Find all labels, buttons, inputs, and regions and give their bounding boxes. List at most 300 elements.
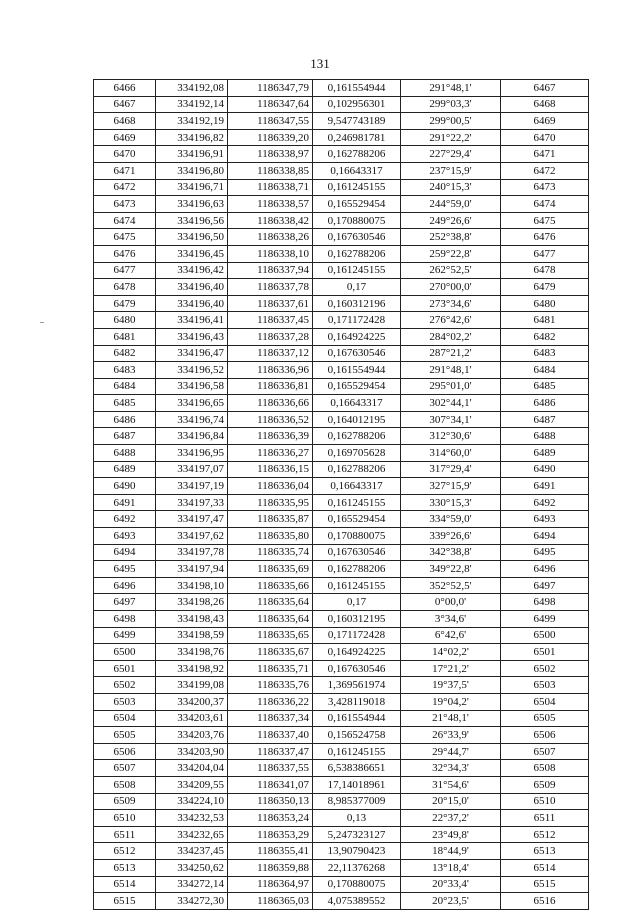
point-number-cell: 6507 (94, 760, 156, 777)
next-point-cell: 6492 (501, 494, 589, 511)
y-coordinate-cell: 1186339,20 (228, 129, 313, 146)
point-number-cell: 6500 (94, 644, 156, 661)
direction-angle-cell: 327°15,9' (401, 478, 501, 495)
y-coordinate-cell: 1186335,64 (228, 611, 313, 628)
point-number-cell: 6480 (94, 312, 156, 329)
distance-cell: 13,90790423 (313, 843, 401, 860)
direction-angle-cell: 17°21,2' (401, 660, 501, 677)
direction-angle-cell: 291°22,2' (401, 129, 501, 146)
direction-angle-cell: 244°59,0' (401, 196, 501, 213)
direction-angle-cell: 314°60,0' (401, 445, 501, 462)
point-number-cell: 6474 (94, 212, 156, 229)
next-point-cell: 6474 (501, 196, 589, 213)
y-coordinate-cell: 1186337,34 (228, 710, 313, 727)
point-number-cell: 6495 (94, 561, 156, 578)
direction-angle-cell: 20°15,0' (401, 793, 501, 810)
distance-cell: 0,162788206 (313, 461, 401, 478)
distance-cell: 0,170880075 (313, 876, 401, 893)
y-coordinate-cell: 1186335,87 (228, 511, 313, 528)
next-point-cell: 6469 (501, 113, 589, 130)
y-coordinate-cell: 1186337,94 (228, 262, 313, 279)
y-coordinate-cell: 1186336,52 (228, 411, 313, 428)
next-point-cell: 6477 (501, 245, 589, 262)
distance-cell: 0,164924225 (313, 644, 401, 661)
y-coordinate-cell: 1186337,40 (228, 727, 313, 744)
y-coordinate-cell: 1186359,88 (228, 859, 313, 876)
point-number-cell: 6511 (94, 826, 156, 843)
y-coordinate-cell: 1186335,66 (228, 577, 313, 594)
x-coordinate-cell: 334196,52 (156, 362, 228, 379)
point-number-cell: 6513 (94, 859, 156, 876)
y-coordinate-cell: 1186347,79 (228, 80, 313, 97)
distance-cell: 0,161245155 (313, 743, 401, 760)
distance-cell: 22,11376268 (313, 859, 401, 876)
x-coordinate-cell: 334196,41 (156, 312, 228, 329)
next-point-cell: 6479 (501, 279, 589, 296)
table-row (94, 395, 589, 412)
y-coordinate-cell: 1186335,69 (228, 561, 313, 578)
next-point-cell: 6506 (501, 727, 589, 744)
next-point-cell: 6484 (501, 362, 589, 379)
y-coordinate-cell: 1186336,81 (228, 378, 313, 395)
distance-cell: 0,13 (313, 810, 401, 827)
direction-angle-cell: 299°03,3' (401, 96, 501, 113)
point-number-cell: 6478 (94, 279, 156, 296)
distance-cell: 0,167630546 (313, 660, 401, 677)
point-number-cell: 6476 (94, 245, 156, 262)
point-number-cell: 6490 (94, 478, 156, 495)
table-row (94, 710, 589, 727)
next-point-cell: 6516 (501, 893, 589, 910)
y-coordinate-cell: 1186353,29 (228, 826, 313, 843)
direction-angle-cell: 19°04,2' (401, 693, 501, 710)
next-point-cell: 6495 (501, 544, 589, 561)
x-coordinate-cell: 334196,71 (156, 179, 228, 196)
point-number-cell: 6508 (94, 776, 156, 793)
x-coordinate-cell: 334203,90 (156, 743, 228, 760)
point-number-cell: 6493 (94, 528, 156, 545)
direction-angle-cell: 31°54,6' (401, 776, 501, 793)
y-coordinate-cell: 1186337,47 (228, 743, 313, 760)
next-point-cell: 6468 (501, 96, 589, 113)
table-row (94, 677, 589, 694)
x-coordinate-cell: 334198,59 (156, 627, 228, 644)
x-coordinate-cell: 334204,04 (156, 760, 228, 777)
x-coordinate-cell: 334197,62 (156, 528, 228, 545)
next-point-cell: 6509 (501, 776, 589, 793)
distance-cell: 3,428119018 (313, 693, 401, 710)
point-number-cell: 6471 (94, 162, 156, 179)
x-coordinate-cell: 334272,14 (156, 876, 228, 893)
next-point-cell: 6482 (501, 328, 589, 345)
direction-angle-cell: 249°26,6' (401, 212, 501, 229)
distance-cell: 0,160312195 (313, 611, 401, 628)
distance-cell: 0,16643317 (313, 162, 401, 179)
distance-cell: 0,161554944 (313, 80, 401, 97)
table-row (94, 528, 589, 545)
next-point-cell: 6503 (501, 677, 589, 694)
distance-cell: 0,164924225 (313, 328, 401, 345)
distance-cell: 0,169705628 (313, 445, 401, 462)
point-number-cell: 6509 (94, 793, 156, 810)
next-point-cell: 6513 (501, 843, 589, 860)
y-coordinate-cell: 1186338,10 (228, 245, 313, 262)
table-row (94, 544, 589, 561)
next-point-cell: 6470 (501, 129, 589, 146)
y-coordinate-cell: 1186341,07 (228, 776, 313, 793)
point-number-cell: 6515 (94, 893, 156, 910)
next-point-cell: 6487 (501, 411, 589, 428)
direction-angle-cell: 312°30,6' (401, 428, 501, 445)
direction-angle-cell: 21°48,1' (401, 710, 501, 727)
point-number-cell: 6496 (94, 577, 156, 594)
x-coordinate-cell: 334192,14 (156, 96, 228, 113)
table-row (94, 859, 589, 876)
x-coordinate-cell: 334196,63 (156, 196, 228, 213)
y-coordinate-cell: 1186350,13 (228, 793, 313, 810)
x-coordinate-cell: 334199,08 (156, 677, 228, 694)
y-coordinate-cell: 1186335,76 (228, 677, 313, 694)
table-row (94, 96, 589, 113)
x-coordinate-cell: 334192,08 (156, 80, 228, 97)
point-number-cell: 6466 (94, 80, 156, 97)
x-coordinate-cell: 334196,47 (156, 345, 228, 362)
next-point-cell: 6481 (501, 312, 589, 329)
x-coordinate-cell: 334196,45 (156, 245, 228, 262)
direction-angle-cell: 262°52,5' (401, 262, 501, 279)
y-coordinate-cell: 1186337,61 (228, 295, 313, 312)
distance-cell: 6,538386651 (313, 760, 401, 777)
direction-angle-cell: 334°59,0' (401, 511, 501, 528)
x-coordinate-cell: 334196,80 (156, 162, 228, 179)
direction-angle-cell: 0°00,0' (401, 594, 501, 611)
x-coordinate-cell: 334197,94 (156, 561, 228, 578)
direction-angle-cell: 295°01,0' (401, 378, 501, 395)
distance-cell: 1,369561974 (313, 677, 401, 694)
direction-angle-cell: 352°52,5' (401, 577, 501, 594)
direction-angle-cell: 317°29,4' (401, 461, 501, 478)
y-coordinate-cell: 1186337,78 (228, 279, 313, 296)
y-coordinate-cell: 1186335,71 (228, 660, 313, 677)
table-row (94, 776, 589, 793)
direction-angle-cell: 20°33,4' (401, 876, 501, 893)
next-point-cell: 6494 (501, 528, 589, 545)
x-coordinate-cell: 334196,40 (156, 295, 228, 312)
direction-angle-cell: 3°34,6' (401, 611, 501, 628)
point-number-cell: 6512 (94, 843, 156, 860)
direction-angle-cell: 287°21,2' (401, 345, 501, 362)
table-row (94, 461, 589, 478)
next-point-cell: 6497 (501, 577, 589, 594)
distance-cell: 0,161554944 (313, 710, 401, 727)
direction-angle-cell: 29°44,7' (401, 743, 501, 760)
x-coordinate-cell: 334272,30 (156, 893, 228, 910)
y-coordinate-cell: 1186336,22 (228, 693, 313, 710)
next-point-cell: 6512 (501, 826, 589, 843)
point-number-cell: 6497 (94, 594, 156, 611)
distance-cell: 0,16643317 (313, 478, 401, 495)
direction-angle-cell: 240°15,3' (401, 179, 501, 196)
y-coordinate-cell: 1186336,39 (228, 428, 313, 445)
table-row (94, 146, 589, 163)
direction-angle-cell: 227°29,4' (401, 146, 501, 163)
distance-cell: 0,162788206 (313, 146, 401, 163)
direction-angle-cell: 330°15,3' (401, 494, 501, 511)
distance-cell: 0,167630546 (313, 345, 401, 362)
direction-angle-cell: 19°37,5' (401, 677, 501, 694)
distance-cell: 0,164012195 (313, 411, 401, 428)
distance-cell: 0,17 (313, 279, 401, 296)
x-coordinate-cell: 334197,47 (156, 511, 228, 528)
x-coordinate-cell: 334196,58 (156, 378, 228, 395)
table-row (94, 212, 589, 229)
table-row (94, 627, 589, 644)
x-coordinate-cell: 334232,65 (156, 826, 228, 843)
point-number-cell: 6488 (94, 445, 156, 462)
table-row (94, 295, 589, 312)
distance-cell: 0,162788206 (313, 428, 401, 445)
distance-cell: 9,547743189 (313, 113, 401, 130)
y-coordinate-cell: 1186365,03 (228, 893, 313, 910)
x-coordinate-cell: 334197,19 (156, 478, 228, 495)
x-coordinate-cell: 334196,74 (156, 411, 228, 428)
table-row (94, 660, 589, 677)
y-coordinate-cell: 1186335,64 (228, 594, 313, 611)
direction-angle-cell: 349°22,8' (401, 561, 501, 578)
point-number-cell: 6502 (94, 677, 156, 694)
direction-angle-cell: 237°15,9' (401, 162, 501, 179)
x-coordinate-cell: 334197,78 (156, 544, 228, 561)
point-number-cell: 6468 (94, 113, 156, 130)
distance-cell: 0,162788206 (313, 561, 401, 578)
direction-angle-cell: 259°22,8' (401, 245, 501, 262)
point-number-cell: 6503 (94, 693, 156, 710)
table-row (94, 445, 589, 462)
table-row (94, 196, 589, 213)
next-point-cell: 6508 (501, 760, 589, 777)
distance-cell: 0,170880075 (313, 528, 401, 545)
table-row (94, 279, 589, 296)
next-point-cell: 6475 (501, 212, 589, 229)
point-number-cell: 6510 (94, 810, 156, 827)
point-number-cell: 6487 (94, 428, 156, 445)
next-point-cell: 6488 (501, 428, 589, 445)
next-point-cell: 6501 (501, 644, 589, 661)
x-coordinate-cell: 334200,37 (156, 693, 228, 710)
table-row (94, 229, 589, 246)
x-coordinate-cell: 334196,84 (156, 428, 228, 445)
table-row (94, 362, 589, 379)
table-row (94, 328, 589, 345)
direction-angle-cell: 18°44,9' (401, 843, 501, 860)
next-point-cell: 6480 (501, 295, 589, 312)
distance-cell: 0,170880075 (313, 212, 401, 229)
direction-angle-cell: 23°49,8' (401, 826, 501, 843)
point-number-cell: 6499 (94, 627, 156, 644)
table-row (94, 411, 589, 428)
next-point-cell: 6515 (501, 876, 589, 893)
y-coordinate-cell: 1186355,41 (228, 843, 313, 860)
x-coordinate-cell: 334196,56 (156, 212, 228, 229)
table-row (94, 428, 589, 445)
x-coordinate-cell: 334224,10 (156, 793, 228, 810)
table-row (94, 312, 589, 329)
y-coordinate-cell: 1186338,26 (228, 229, 313, 246)
direction-angle-cell: 20°23,5' (401, 893, 501, 910)
y-coordinate-cell: 1186338,97 (228, 146, 313, 163)
point-number-cell: 6514 (94, 876, 156, 893)
table-row (94, 378, 589, 395)
distance-cell: 0,167630546 (313, 544, 401, 561)
x-coordinate-cell: 334192,19 (156, 113, 228, 130)
x-coordinate-cell: 334196,91 (156, 146, 228, 163)
y-coordinate-cell: 1186335,65 (228, 627, 313, 644)
y-coordinate-cell: 1186337,55 (228, 760, 313, 777)
direction-angle-cell: 273°34,6' (401, 295, 501, 312)
x-coordinate-cell: 334232,53 (156, 810, 228, 827)
coordinates-table-body (94, 80, 589, 910)
y-coordinate-cell: 1186336,27 (228, 445, 313, 462)
direction-angle-cell: 299°00,5' (401, 113, 501, 130)
direction-angle-cell: 13°18,4' (401, 859, 501, 876)
next-point-cell: 6471 (501, 146, 589, 163)
distance-cell: 0,161245155 (313, 494, 401, 511)
distance-cell: 0,171172428 (313, 627, 401, 644)
point-number-cell: 6472 (94, 179, 156, 196)
distance-cell: 4,075389552 (313, 893, 401, 910)
distance-cell: 0,17 (313, 594, 401, 611)
table-row (94, 129, 589, 146)
next-point-cell: 6511 (501, 810, 589, 827)
direction-angle-cell: 291°48,1' (401, 362, 501, 379)
point-number-cell: 6483 (94, 362, 156, 379)
next-point-cell: 6505 (501, 710, 589, 727)
distance-cell: 0,246981781 (313, 129, 401, 146)
y-coordinate-cell: 1186335,74 (228, 544, 313, 561)
point-number-cell: 6501 (94, 660, 156, 677)
point-number-cell: 6492 (94, 511, 156, 528)
table-row (94, 644, 589, 661)
direction-angle-cell: 342°38,8' (401, 544, 501, 561)
table-row (94, 893, 589, 910)
y-coordinate-cell: 1186335,67 (228, 644, 313, 661)
point-number-cell: 6469 (94, 129, 156, 146)
next-point-cell: 6500 (501, 627, 589, 644)
next-point-cell: 6496 (501, 561, 589, 578)
point-number-cell: 6486 (94, 411, 156, 428)
next-point-cell: 6504 (501, 693, 589, 710)
distance-cell: 0,156524758 (313, 727, 401, 744)
next-point-cell: 6507 (501, 743, 589, 760)
point-number-cell: 6489 (94, 461, 156, 478)
table-row (94, 793, 589, 810)
next-point-cell: 6473 (501, 179, 589, 196)
table-row (94, 760, 589, 777)
direction-angle-cell: 6°42,6' (401, 627, 501, 644)
table-row (94, 345, 589, 362)
table-row (94, 843, 589, 860)
distance-cell: 0,160312196 (313, 295, 401, 312)
table-row (94, 876, 589, 893)
y-coordinate-cell: 1186338,42 (228, 212, 313, 229)
direction-angle-cell: 339°26,6' (401, 528, 501, 545)
x-coordinate-cell: 334197,07 (156, 461, 228, 478)
x-coordinate-cell: 334198,92 (156, 660, 228, 677)
table-row (94, 810, 589, 827)
next-point-cell: 6478 (501, 262, 589, 279)
scan-mark (40, 322, 44, 323)
point-number-cell: 6473 (94, 196, 156, 213)
point-number-cell: 6470 (94, 146, 156, 163)
table-row (94, 826, 589, 843)
table-row (94, 80, 589, 97)
y-coordinate-cell: 1186337,28 (228, 328, 313, 345)
point-number-cell: 6506 (94, 743, 156, 760)
next-point-cell: 6514 (501, 859, 589, 876)
page-number: 131 (310, 56, 330, 71)
table-row (94, 561, 589, 578)
x-coordinate-cell: 334209,55 (156, 776, 228, 793)
point-number-cell: 6484 (94, 378, 156, 395)
x-coordinate-cell: 334196,42 (156, 262, 228, 279)
table-row (94, 262, 589, 279)
table-row (94, 494, 589, 511)
direction-angle-cell: 291°48,1' (401, 80, 501, 97)
next-point-cell: 6483 (501, 345, 589, 362)
next-point-cell: 6491 (501, 478, 589, 495)
direction-angle-cell: 307°34,1' (401, 411, 501, 428)
x-coordinate-cell: 334203,61 (156, 710, 228, 727)
distance-cell: 0,165529454 (313, 511, 401, 528)
table-row (94, 162, 589, 179)
table-row (94, 727, 589, 744)
y-coordinate-cell: 1186335,95 (228, 494, 313, 511)
distance-cell: 0,167630546 (313, 229, 401, 246)
y-coordinate-cell: 1186336,15 (228, 461, 313, 478)
table-row (94, 577, 589, 594)
table-row (94, 245, 589, 262)
distance-cell: 0,16643317 (313, 395, 401, 412)
next-point-cell: 6467 (501, 80, 589, 97)
distance-cell: 5,247323127 (313, 826, 401, 843)
direction-angle-cell: 276°42,6' (401, 312, 501, 329)
x-coordinate-cell: 334196,40 (156, 279, 228, 296)
x-coordinate-cell: 334196,43 (156, 328, 228, 345)
direction-angle-cell: 22°37,2' (401, 810, 501, 827)
table-row (94, 743, 589, 760)
y-coordinate-cell: 1186347,55 (228, 113, 313, 130)
direction-angle-cell: 270°00,0' (401, 279, 501, 296)
y-coordinate-cell: 1186364,97 (228, 876, 313, 893)
direction-angle-cell: 284°02,2' (401, 328, 501, 345)
x-coordinate-cell: 334250,62 (156, 859, 228, 876)
next-point-cell: 6476 (501, 229, 589, 246)
point-number-cell: 6485 (94, 395, 156, 412)
x-coordinate-cell: 334196,65 (156, 395, 228, 412)
next-point-cell: 6510 (501, 793, 589, 810)
next-point-cell: 6489 (501, 445, 589, 462)
point-number-cell: 6467 (94, 96, 156, 113)
table-row (94, 179, 589, 196)
point-number-cell: 6481 (94, 328, 156, 345)
point-number-cell: 6494 (94, 544, 156, 561)
point-number-cell: 6475 (94, 229, 156, 246)
table-row (94, 511, 589, 528)
direction-angle-cell: 14°02,2' (401, 644, 501, 661)
distance-cell: 0,161554944 (313, 362, 401, 379)
x-coordinate-cell: 334198,76 (156, 644, 228, 661)
point-number-cell: 6505 (94, 727, 156, 744)
